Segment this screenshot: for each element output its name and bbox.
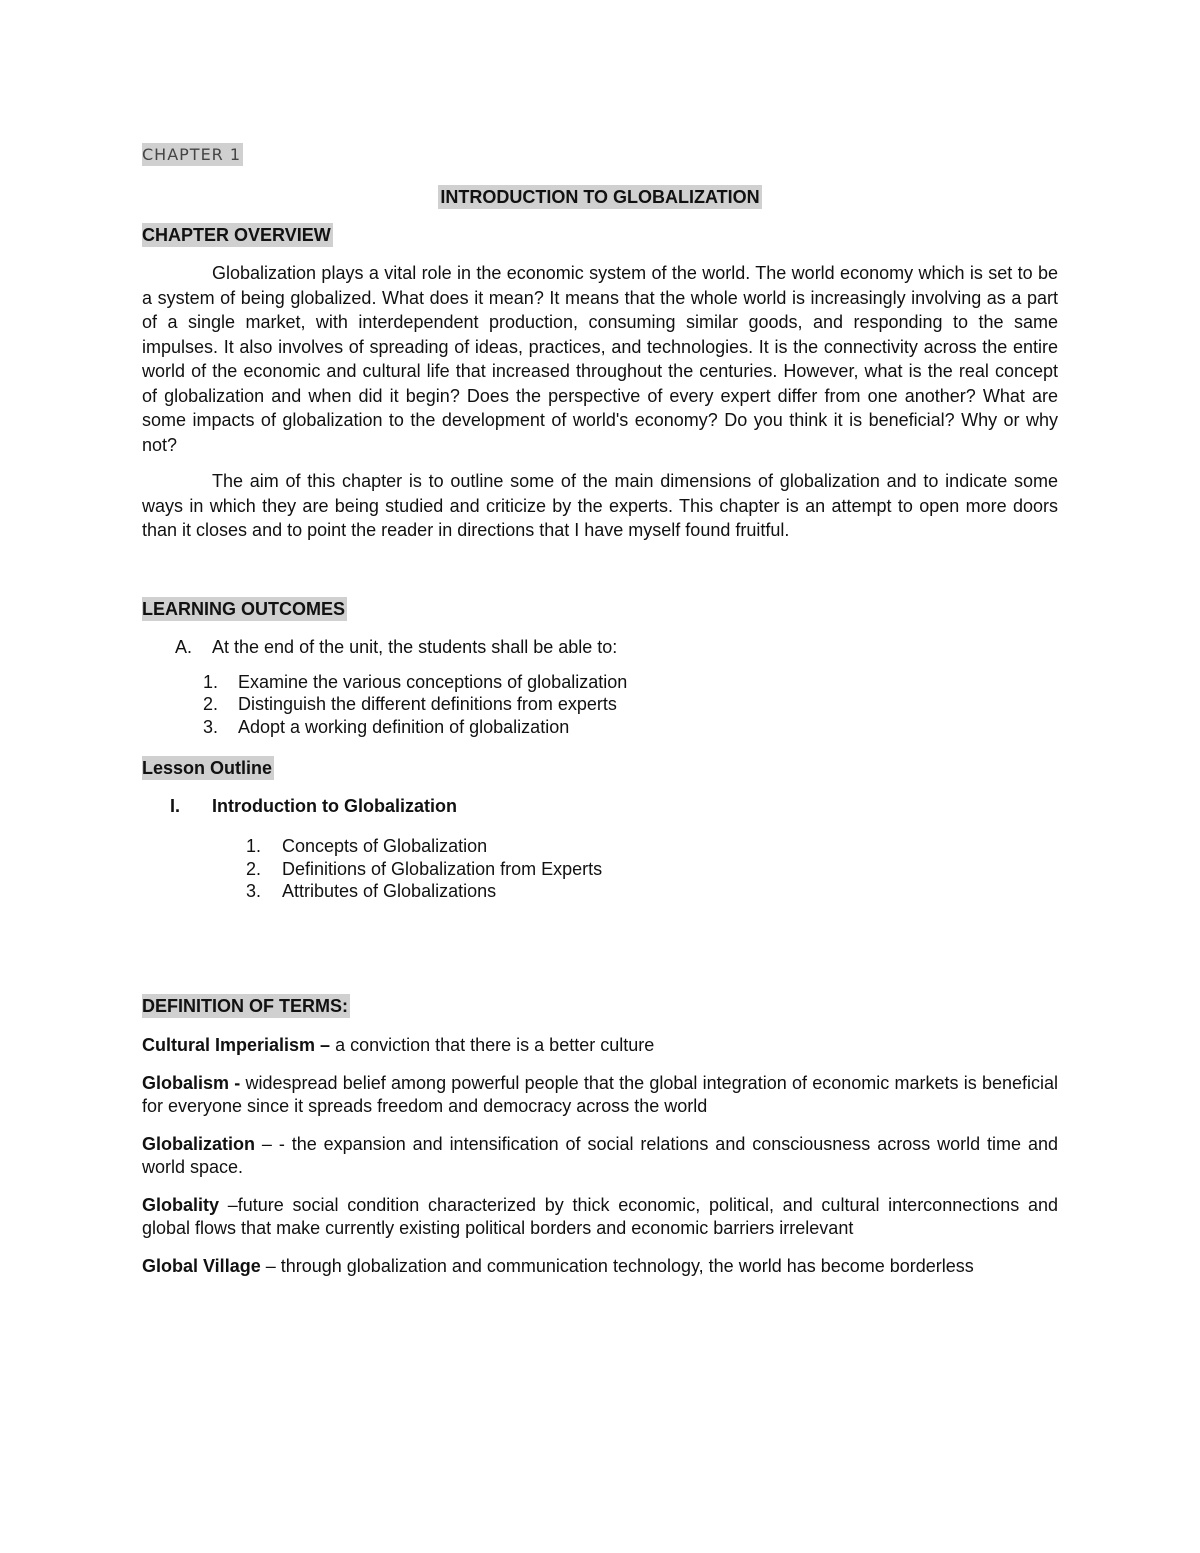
term-name: Cultural Imperialism –: [142, 1034, 331, 1055]
list-item-number: 3.: [203, 716, 219, 737]
list-item-number: 1.: [246, 836, 262, 856]
list-item-text: Concepts of Globalization: [282, 836, 488, 856]
term-definition: –future social condition characterized by thick economic, political, and cultural interconnections and global flows that make currently existing political borders and economic barriers irrelevant: [142, 1195, 1058, 1238]
list-item-text: Attributes of Globalizations: [282, 881, 497, 901]
overview-paragraph-2: The aim of this chapter is to outline some of the main dimensions of globalization and to indicate some ways in which they are being studied and criticize by the experts. This chapter is an attempt to open more doors than it closes and to point the reader in directions that I have myself found fruitful.: [142, 471, 1058, 540]
term-definition: a conviction that there is a better culture: [330, 1034, 655, 1055]
terms-heading-text: DEFINITION OF TERMS:: [142, 995, 348, 1016]
term-name: Globalization: [142, 1134, 256, 1154]
document-title-text: INTRODUCTION TO GLOBALIZATION: [440, 187, 760, 207]
outcomes-intro-letter: A.: [175, 636, 193, 657]
list-item-text: Adopt a working definition of globalization: [238, 716, 570, 737]
document-page: [142, 140, 1058, 1278]
list-item: [203, 693, 1058, 716]
term-name: Globality: [142, 1195, 220, 1215]
term-name: Globalism -: [142, 1073, 241, 1093]
outcomes-heading: [142, 597, 1058, 621]
list-item: [246, 880, 1058, 903]
list-item: [246, 835, 1058, 858]
term-definition: widespread belief among powerful people that the global integration of economic markets is beneficial for everyone since it spreads freedom and democracy across the world: [142, 1073, 1058, 1116]
term-name: Global Village: [142, 1256, 261, 1276]
lesson-section-title: Introduction to Globalization: [212, 796, 457, 816]
term-entry: [142, 1255, 1058, 1278]
chapter-label-text: CHAPTER 1: [142, 145, 242, 164]
lesson-section-number: I.: [170, 796, 181, 816]
lesson-heading: [142, 756, 1058, 780]
overview-paragraph-1: Globalization plays a vital role in the economic system of the world. The world economy which is set to be a system of being globalized. What does it mean? It means that the whole world is increasingly involving as a part of a single market, with interdependent production, consuming similar goods, and responding to the same impulses. It also involves of spreading of ideas, practices, and technologies. It is the connectivity across the entire world of the economic and cultural life that increased throughout the centuries. However, what is the real concept of globalization and when did it begin? Does the perspective of every expert differ from one another? What are some impacts of globalization to the development of world's economy? Do you think it is beneficial? Why or why not?: [142, 263, 1058, 455]
list-item-number: 1.: [203, 671, 219, 692]
term-entry: [142, 1133, 1058, 1178]
outcomes-heading-text: LEARNING OUTCOMES: [142, 598, 346, 619]
term-entry: [142, 1034, 1058, 1057]
overview-heading-text: CHAPTER OVERVIEW: [142, 225, 331, 245]
term-definition: – through globalization and communication technology, the world has become borderless: [260, 1256, 974, 1276]
list-item: [203, 716, 1058, 739]
list-item-number: 3.: [246, 881, 262, 901]
lesson-section: [170, 794, 1058, 818]
list-item: [246, 858, 1058, 881]
outcomes-intro: [175, 635, 1058, 659]
term-definition: – - the expansion and intensification of social relations and consciousness across world time and world space.: [142, 1134, 1058, 1177]
chapter-label: [142, 140, 1058, 169]
lesson-heading-text: Lesson Outline: [142, 758, 273, 778]
list-item-text: Examine the various conceptions of globalization: [238, 671, 628, 692]
list-item-text: Definitions of Globalization from Experts: [282, 858, 603, 879]
overview-heading: [142, 223, 1058, 247]
outcomes-intro-text: At the end of the unit, the students shall be able to:: [212, 636, 618, 657]
list-item-text: Distinguish the different definitions from experts: [238, 694, 617, 714]
term-entry: [142, 1072, 1058, 1117]
terms-heading: [142, 994, 1058, 1018]
document-title: [142, 185, 1058, 209]
outcomes-list: [203, 671, 1058, 739]
term-entry: [142, 1194, 1058, 1239]
lesson-list: [246, 835, 1058, 903]
list-item-number: 2.: [203, 694, 219, 714]
list-item-number: 2.: [246, 858, 262, 879]
list-item: [203, 671, 1058, 694]
